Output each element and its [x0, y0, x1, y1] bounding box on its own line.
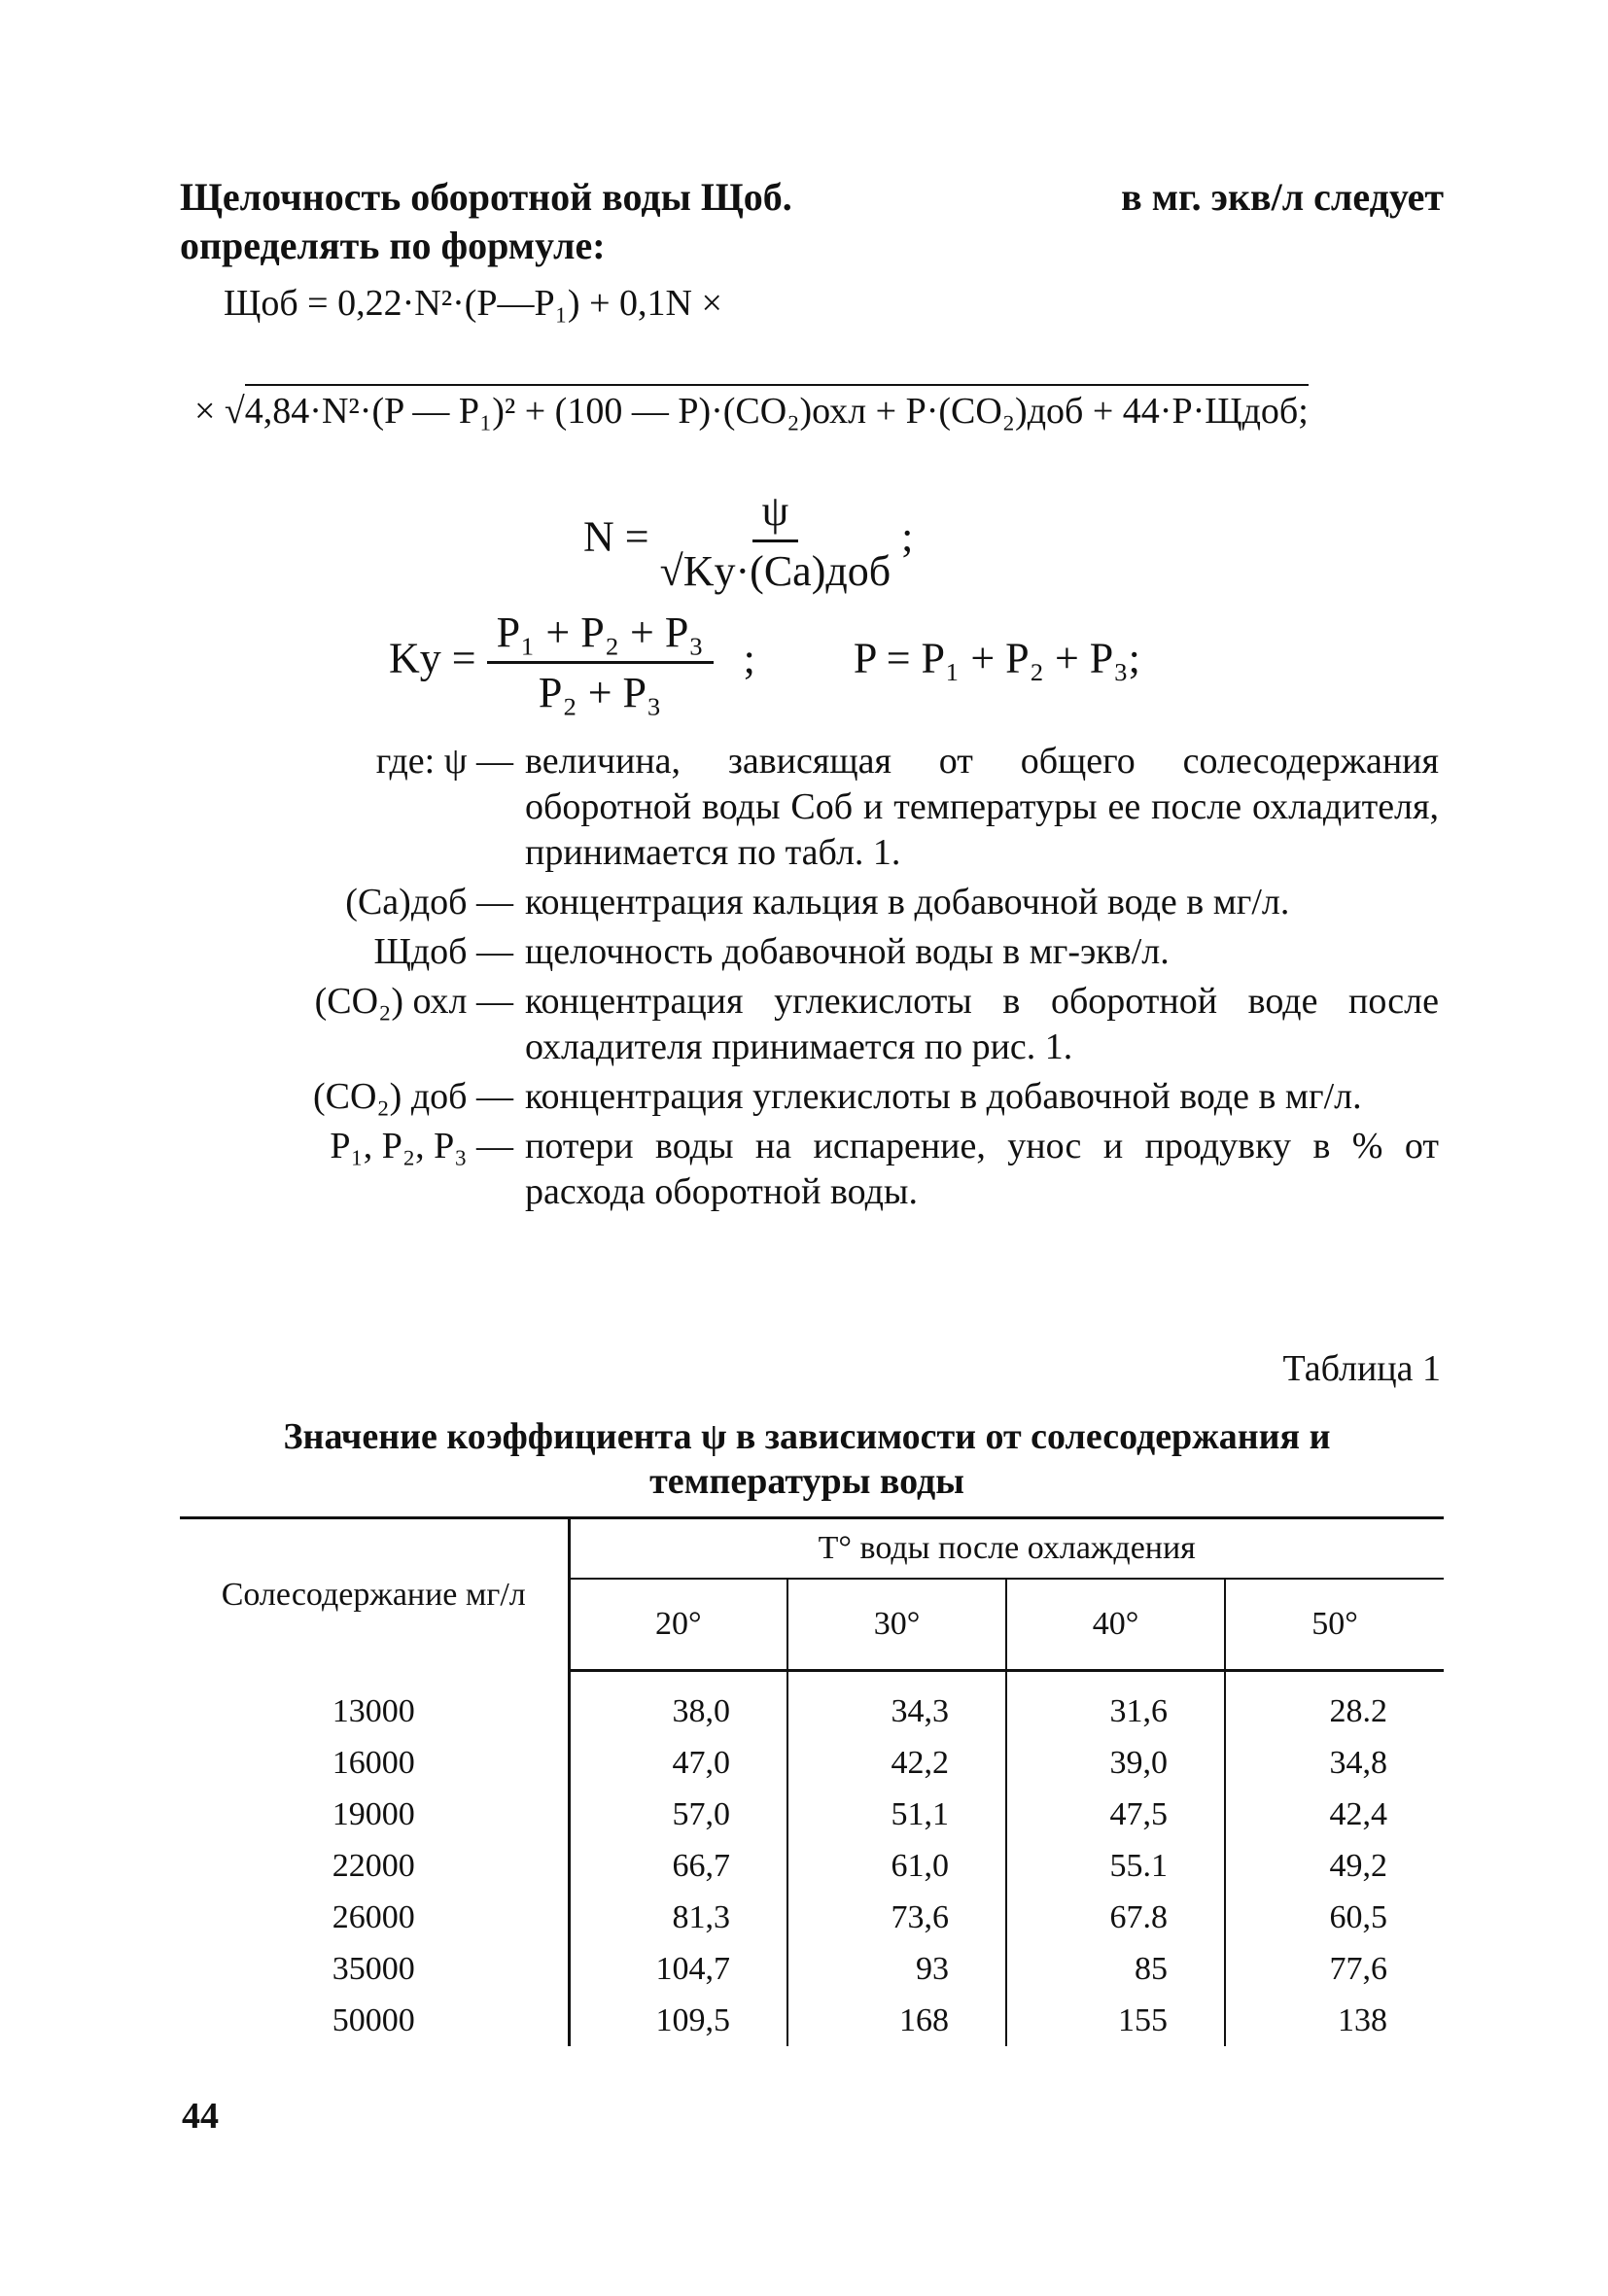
formula-p-sum: P = P₁ + P₂ + P₃;: [853, 634, 1140, 682]
table-cell: 85: [1006, 1943, 1225, 1995]
definition-symbol: (CO₂) доб —: [312, 1076, 513, 1117]
intro-paragraph: [180, 173, 1444, 270]
radicand: 4,84·N²·(P — P₁)² + (100 — P)·(CO₂)охл + P·(CO₂)доб + 44·P·Щдоб;: [245, 384, 1309, 433]
table-cell: 104,7: [569, 1943, 787, 1995]
table-cell: 168: [787, 1995, 1006, 2046]
definition-text: концентрация углекислоты в добавочной воде в мг/л.: [525, 1076, 1362, 1117]
table-cell: 42,4: [1225, 1789, 1444, 1840]
table-cell: 155: [1006, 1995, 1225, 2046]
table-row: [180, 1995, 1444, 2046]
table-cell: 47,0: [569, 1737, 787, 1789]
table-cell: 38,0: [569, 1686, 787, 1737]
table-cell: 16000: [332, 1744, 415, 1781]
definition-text: концентрация кальция в добавочной воде в мг/л.: [525, 882, 1290, 922]
definition-symbol: Щдоб —: [373, 931, 513, 972]
definitions-list: [233, 739, 1439, 1219]
table-cell: 51,1: [787, 1789, 1006, 1840]
table-cell: 67.8: [1006, 1892, 1225, 1943]
table-header-temp: 30°: [787, 1579, 1006, 1671]
table-cell: 28.2: [1225, 1686, 1444, 1737]
table-row: [180, 1943, 1444, 1995]
table-cell: 93: [787, 1943, 1006, 1995]
table-cell: 49,2: [1225, 1840, 1444, 1892]
table-row: [180, 1840, 1444, 1892]
table-header-temperature-group: T° воды после охлаждения: [569, 1518, 1444, 1580]
definition-symbol: P₁, P₂, P₃ —: [330, 1126, 513, 1166]
formula-ky-separator: ;: [743, 634, 755, 682]
formula-n-fraction: [660, 486, 891, 596]
formula-ky-denominator: P₂ + P₃: [538, 669, 662, 716]
table-cell: 57,0: [569, 1789, 787, 1840]
table-cell: 31,6: [1006, 1686, 1225, 1737]
definition-item: [233, 1074, 1439, 1120]
table-row: [180, 1686, 1444, 1737]
formula-ky-lhs: Kу =: [389, 634, 476, 682]
formula-n-end: ;: [901, 512, 914, 561]
table-row: [180, 1737, 1444, 1789]
table-label: Таблица 1: [1282, 1348, 1441, 1389]
intro-line1-right: в мг. экв/л следует: [1121, 175, 1444, 219]
table-cell: 50000: [332, 2001, 415, 2038]
table-cell: 138: [1225, 1995, 1444, 2046]
table-title: Значение коэффициента ψ в зависимости от солесодержания и температуры воды: [283, 1416, 1331, 1502]
intro-line2: определять по формуле:: [180, 224, 606, 267]
formula-ky: [389, 608, 1140, 717]
definition-symbol: где: ψ —: [375, 741, 513, 782]
table-header-salinity: Солесодержание мг/л: [180, 1518, 569, 1671]
definition-text: щелочность добавочной воды в мг-экв/л.: [525, 931, 1170, 972]
table-cell: 34,8: [1225, 1737, 1444, 1789]
table-cell: 19000: [332, 1795, 415, 1832]
coefficient-table: [180, 1516, 1444, 2046]
definition-item: [233, 929, 1439, 975]
table-cell: 22000: [332, 1847, 415, 1884]
table-cell: 109,5: [569, 1995, 787, 2046]
table-cell: 35000: [332, 1950, 415, 1987]
formula-alkalinity-line1: Щоб = 0,22·N²·(P—P₁) + 0,1N ×: [224, 283, 722, 324]
formula-ky-fraction: [487, 608, 714, 717]
table-cell: 34,3: [787, 1686, 1006, 1737]
definition-text: величина, зависящая от общего солесодержания оборотной воды Cоб и температуры ее после охладителя, принимается по табл. 1.: [525, 741, 1439, 873]
formula-alkalinity-line2: [194, 384, 1309, 433]
definition-symbol: (Ca)доб —: [345, 882, 513, 922]
definition-item: [233, 979, 1439, 1070]
table-cell: 77,6: [1225, 1943, 1444, 1995]
definition-item: [233, 739, 1439, 876]
table-cell: 81,3: [569, 1892, 787, 1943]
table-row: [180, 1789, 1444, 1840]
definition-text: потери воды на испарение, унос и продувку в % от расхода оборотной воды.: [525, 1126, 1439, 1212]
formula-n-denominator: √Kу·(Ca)доб: [659, 547, 891, 595]
formula-n-numerator: ψ: [752, 486, 799, 542]
table-cell: 47,5: [1006, 1789, 1225, 1840]
page-number: 44: [182, 2096, 219, 2137]
table-cell: 73,6: [787, 1892, 1006, 1943]
definition-item: [233, 1124, 1439, 1215]
table-cell: 61,0: [787, 1840, 1006, 1892]
formula-n: [583, 486, 913, 596]
definition-text: концентрация углекислоты в оборотной воде после охладителя принимается по рис. 1.: [525, 981, 1439, 1067]
definition-item: [233, 880, 1439, 925]
definition-symbol: (CO₂) охл —: [314, 981, 513, 1022]
table-cell: 55.1: [1006, 1840, 1225, 1892]
table-header-temp: 40°: [1006, 1579, 1225, 1671]
table-cell: 26000: [332, 1898, 415, 1935]
table-cell: 13000: [332, 1692, 415, 1729]
table-row: [180, 1892, 1444, 1943]
table-header-row: [180, 1518, 1444, 1580]
table-header-temp: 50°: [1225, 1579, 1444, 1671]
table-cell: 60,5: [1225, 1892, 1444, 1943]
table-cell: 39,0: [1006, 1737, 1225, 1789]
table-cell: 66,7: [569, 1840, 787, 1892]
formula-ky-numerator: P₁ + P₂ + P₃: [487, 608, 714, 664]
radical-sign: × √: [194, 391, 245, 432]
formula-n-lhs: N =: [583, 512, 649, 561]
table-header-temp: 20°: [569, 1579, 787, 1671]
table-cell: 42,2: [787, 1737, 1006, 1789]
intro-line1-left: Щелочность оборотной воды Щоб.: [180, 175, 792, 219]
